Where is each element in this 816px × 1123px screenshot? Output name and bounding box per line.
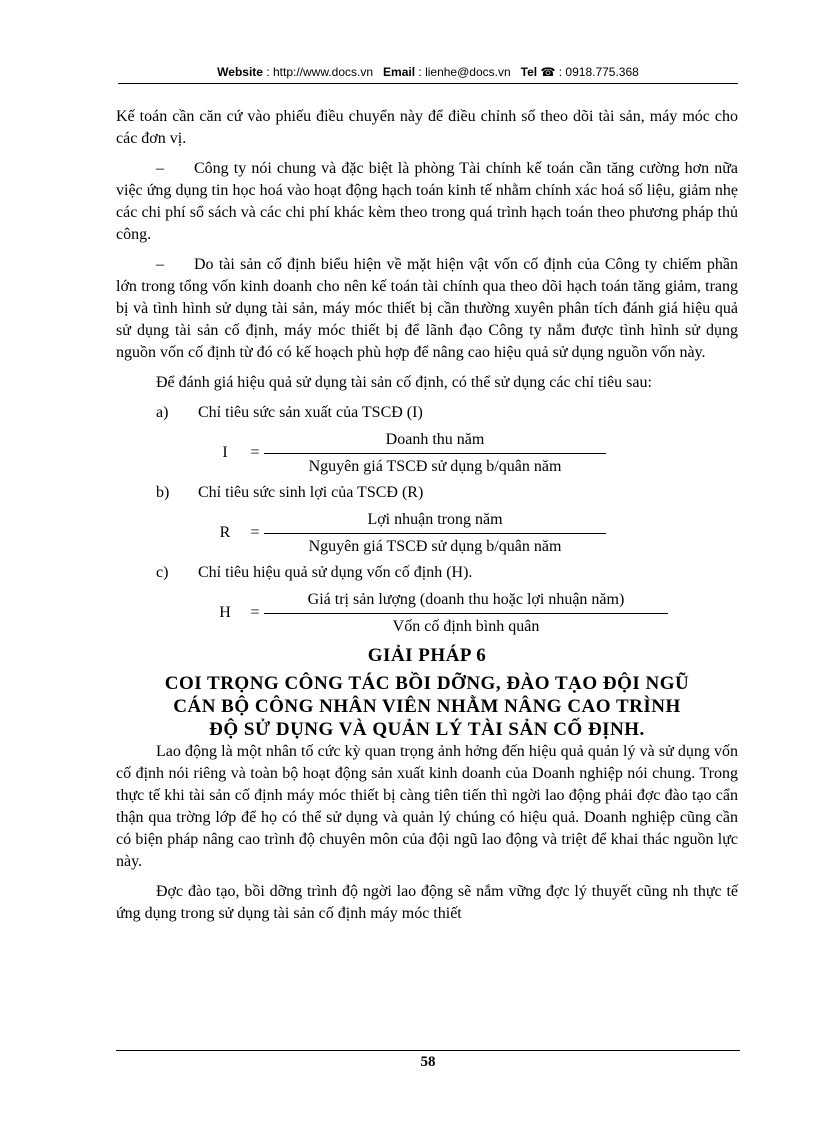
paragraph-adjustment: Kế toán cần căn cứ vào phiếu điều chuyển này để điều chỉnh số theo dõi tài sản, máy móc cho các đơn vị. <box>116 108 738 147</box>
tel-value: : 0918.775.368 <box>558 65 639 79</box>
formula-i-equals: = <box>250 444 260 461</box>
indicator-c <box>116 562 738 584</box>
page-number: 58 <box>420 1054 436 1070</box>
formula-i-denominator: Nguyên giá TSCĐ sử dụng b/quân năm <box>264 453 606 478</box>
formula-h-equals: = <box>250 604 260 621</box>
email-label: Email <box>383 65 416 79</box>
formula-r-symbol: R <box>219 524 231 541</box>
formula-r-numerator: Lợi nhuận trong năm <box>367 510 503 528</box>
dash-bullet: – <box>156 256 164 273</box>
paragraph-asset-analysis-text: Do tài sản cố định biểu hiện về mặt hiện vật vốn cố định của Công ty chiếm phần lớn trong tổng vốn kinh doanh cho nên kế toán tài chính qua theo dõi hạch toán tăng giảm, trang bị và tình hình sử dụng tài sản, máy móc thiết bị cần thường xuyên phân tích đánh giá hiệu quả sử dụng tài sản cố định, máy móc thiết bị để lãnh đạo Công ty nắm được tình hình sử dụng nguồn vốn cố định từ đó có kế hoạch phù hợp để nâng cao hiệu quả sử dụng nguồn vốn này. <box>116 256 738 361</box>
indicator-a <box>116 402 738 424</box>
telephone-icon: ☎ <box>540 65 556 79</box>
footer-divider <box>116 1050 740 1051</box>
paragraph-training: Đợc đào tạo, bồi dỡng trình độ ngời lao động sẽ nắm vững đợc lý thuyết cũng nh thực tế ứng dụng trong sử dụng tài sản cố định máy móc thiết <box>116 883 738 922</box>
website-label: Website <box>217 65 263 79</box>
indicator-a-label: a) <box>156 404 169 421</box>
formula-i-numerator: Doanh thu năm <box>385 430 485 448</box>
page-header <box>118 64 738 80</box>
header-divider <box>118 83 738 84</box>
indicator-b <box>116 482 738 504</box>
paragraph-asset-analysis <box>116 254 738 364</box>
solution-heading-line-3: ĐỘ SỬ DỤNG VÀ QUẢN LÝ TÀI SẢN CỐ ĐỊNH. <box>209 719 645 740</box>
formula-h-fraction <box>270 589 662 638</box>
indicator-c-label: c) <box>156 564 169 581</box>
paragraph-it-application <box>116 158 738 246</box>
formula-i <box>116 428 738 478</box>
formula-r <box>116 508 738 558</box>
indicator-c-text: Chỉ tiêu hiệu quả sử dụng vốn cố định (H). <box>198 564 473 581</box>
website-value: : http://www.docs.vn <box>266 65 374 79</box>
dash-bullet: – <box>156 160 164 177</box>
paragraph-it-application-text: Công ty nói chung và đặc biệt là phòng Tài chính kế toán cần tăng cường hơn nữa việc ứng dụng tin học hoá vào hoạt động hạch toán kinh tế nhằm chính xác hoá số liệu, giảm nhẹ các chi phí sổ sách và các chi phí khác kèm theo trong quá trình hạch toán theo phương pháp thủ công. <box>116 160 738 243</box>
page-content <box>116 106 738 933</box>
indicator-a-text: Chỉ tiêu sức sản xuất của TSCĐ (I) <box>198 404 423 421</box>
formula-h-numerator: Giá trị sản lượng (doanh thu hoặc lợi nhuận năm) <box>307 590 625 608</box>
formula-h <box>116 588 738 638</box>
solution-heading-line-1: COI TRỌNG CÔNG TÁC BỒI DỠNG, ĐÀO TẠO ĐỘI NGŨ <box>164 673 690 694</box>
indicator-b-label: b) <box>156 484 170 501</box>
formula-r-denominator: Nguyên giá TSCĐ sử dụng b/quân năm <box>264 533 606 558</box>
formula-i-fraction <box>270 429 600 478</box>
formula-r-fraction <box>270 509 600 558</box>
formula-h-denominator: Vốn cố định bình quân <box>264 613 668 638</box>
formula-h-symbol: H <box>219 604 231 621</box>
email-value: : lienhe@docs.vn <box>418 65 511 79</box>
solution-heading-line-2: CÁN BỘ CÔNG NHÂN VIÊN NHẰM NÂNG CAO TRÌNH <box>173 696 681 717</box>
indicator-b-text: Chỉ tiêu sức sinh lợi của TSCĐ (R) <box>198 484 424 501</box>
formula-r-equals: = <box>250 524 260 541</box>
paragraph-labor-factor: Lao động là một nhân tố cức kỳ quan trọng ảnh hởng đến hiệu quả quản lý và sử dụng vốn cố định nói riêng và toàn bộ hoạt động sản xuất kinh doanh của Doanh nghiệp nói chung. Trong thực tế khi tài sản cố định máy móc thiết bị càng tiên tiến thì ngời lao động phải đợc đào tạo cẩn thận qua trờng lớp để họ có thể sử dụng và quản lý chúng có hiệu quả. Doanh nghiệp cũng cần có biện pháp nâng cao trình độ chuyên môn của đội ngũ lao động và triệt để khai thác nguồn lực này. <box>116 743 738 870</box>
solution-title: GIẢI PHÁP 6 <box>367 645 487 666</box>
formula-i-symbol: I <box>222 444 228 461</box>
tel-label: Tel <box>520 65 538 79</box>
paragraph-indicators-intro: Để đánh giá hiệu quả sử dụng tài sản cố định, có thể sử dụng các chỉ tiêu sau: <box>156 374 652 391</box>
